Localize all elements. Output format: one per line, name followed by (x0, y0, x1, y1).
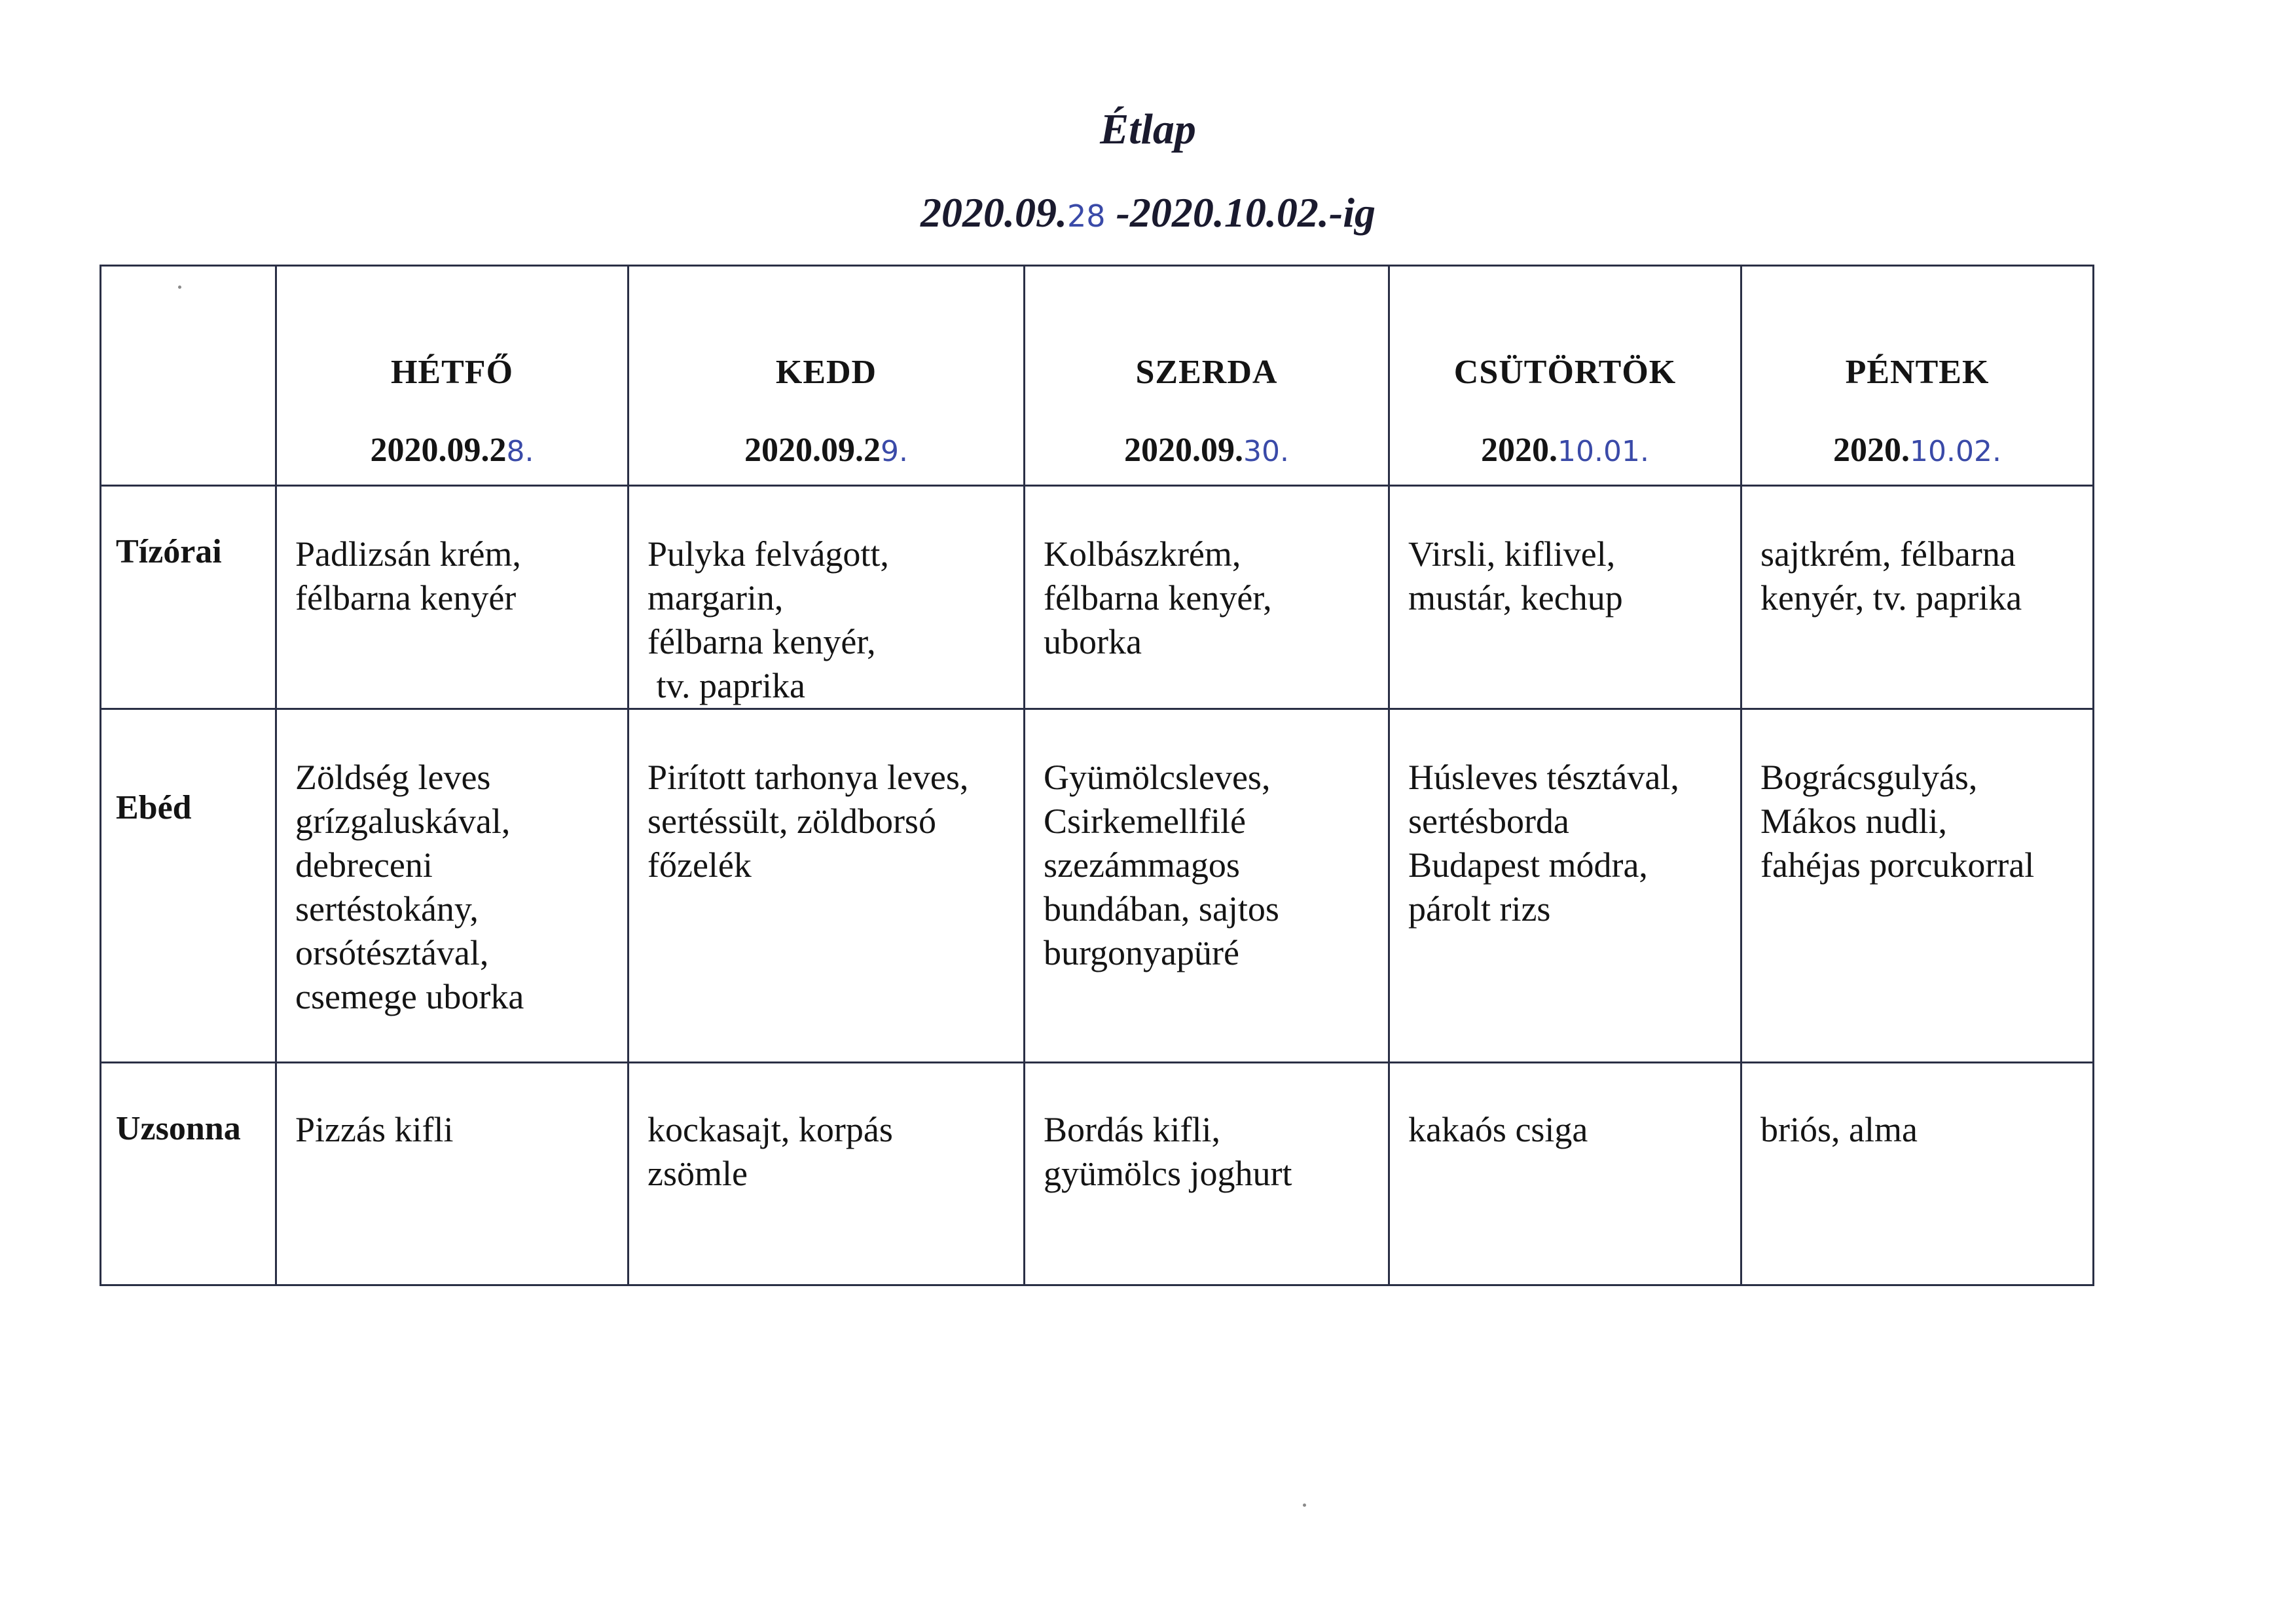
day-name: PÉNTEK (1845, 354, 1990, 391)
dish-line: Bográcsgulyás, (1760, 758, 1978, 797)
date-range-subtitle (0, 189, 2296, 237)
dish-line: debreceni (295, 845, 433, 885)
meal-label: Tízórai (101, 486, 276, 709)
dish-line: Pulyka felvágott, (647, 534, 889, 574)
dish-line: mustár, kechup (1408, 578, 1623, 618)
dish-line: sajtkrém, félbarna (1760, 534, 2016, 574)
dish-line: szezámmagos (1044, 845, 1240, 885)
scan-speck (1303, 1504, 1306, 1507)
dish-line: gyümölcs joghurt (1044, 1154, 1292, 1193)
dish-cell (629, 1063, 1025, 1285)
day-date-printed: 2020.09. (1124, 432, 1243, 469)
subtitle-start-handwritten: 28 (1067, 198, 1106, 234)
dish-cell (1741, 486, 2094, 709)
dish-cell (1389, 486, 1741, 709)
dish-line: uborka (1044, 622, 1142, 661)
dish-line: Budapest módra, (1408, 845, 1648, 885)
dish-cell (276, 486, 629, 709)
day-date (1742, 431, 2092, 470)
dish-line: kockasajt, korpás (647, 1110, 893, 1149)
dish-line: Mákos nudli, (1760, 802, 1948, 841)
dish-cell (1025, 709, 1389, 1063)
dish-line: kakaós csiga (1408, 1110, 1588, 1149)
day-date (629, 431, 1023, 470)
dish-line: Bordás kifli, (1044, 1110, 1220, 1149)
dish-cell (276, 709, 629, 1063)
dish-line: Kolbászkrém, (1044, 534, 1241, 574)
dish-line: csemege uborka (295, 977, 524, 1016)
dish-line: sertéstokány, (295, 889, 479, 929)
dish-cell (629, 709, 1025, 1063)
dish-line: kenyér, tv. paprika (1760, 578, 2022, 618)
day-header-wednesday (1025, 266, 1389, 486)
dish-line: Gyümölcsleves, (1044, 758, 1271, 797)
dish-line: fahéjas porcukorral (1760, 845, 2035, 885)
dish-cell (1741, 709, 2094, 1063)
dish-line: zsömle (647, 1154, 748, 1193)
day-date (1390, 431, 1740, 470)
meal-row-ebed (101, 709, 2094, 1063)
dish-cell (1389, 1063, 1741, 1285)
dish-line: briós, alma (1760, 1110, 1918, 1149)
corner-cell (101, 266, 276, 486)
dish-line: bundában, sajtos (1044, 889, 1279, 929)
header-row (101, 266, 2094, 486)
dish-line: grízgaluskával, (295, 802, 511, 841)
subtitle-end: -2020.10.02.-ig (1105, 189, 1376, 236)
dish-line: Húsleves tésztával, (1408, 758, 1679, 797)
day-name: CSÜTÖRTÖK (1453, 354, 1677, 391)
day-date-handwritten: 10.01. (1558, 435, 1649, 468)
day-name: SZERDA (1135, 354, 1278, 391)
menu-table (100, 265, 2094, 1286)
day-header-thursday (1389, 266, 1741, 486)
dish-line: Pizzás kifli (295, 1110, 454, 1149)
day-header-friday (1741, 266, 2094, 486)
page-title: Étlap (1100, 105, 1196, 153)
day-name: HÉTFŐ (390, 354, 514, 391)
dish-line: tv. paprika (647, 666, 805, 705)
dish-line: Virsli, kiflivel, (1408, 534, 1616, 574)
meal-label: Ebéd (101, 709, 276, 1063)
dish-line: burgonyapüré (1044, 933, 1239, 972)
dish-cell (629, 486, 1025, 709)
day-header-tuesday (629, 266, 1025, 486)
subtitle-start: 2020.09. (920, 189, 1068, 236)
day-date-printed: 2020. (1481, 432, 1558, 469)
day-date-printed: 2020. (1833, 432, 1910, 469)
dish-line: Pirított tarhonya leves, (647, 758, 969, 797)
day-date-printed: 2020.09.2 (744, 432, 881, 469)
day-date (277, 431, 627, 470)
dish-cell (1389, 709, 1741, 1063)
day-name: KEDD (775, 354, 877, 391)
dish-line: félbarna kenyér (295, 578, 517, 618)
dish-line: Csirkemellfilé (1044, 802, 1246, 841)
scan-speck (178, 286, 181, 289)
dish-line: margarin, (647, 578, 784, 618)
dish-line: sertésborda (1408, 802, 1569, 841)
day-date (1025, 431, 1388, 470)
dish-cell (1741, 1063, 2094, 1285)
day-header-monday (276, 266, 629, 486)
day-date-printed: 2020.09.2 (370, 432, 507, 469)
dish-cell (1025, 1063, 1389, 1285)
day-date-handwritten: 10.02. (1910, 435, 2001, 468)
dish-line: félbarna kenyér, (1044, 578, 1272, 618)
dish-line: orsótésztával, (295, 933, 489, 972)
dish-cell (1025, 486, 1389, 709)
day-date-handwritten: 8. (506, 435, 534, 468)
dish-line: Zöldség leves (295, 758, 491, 797)
dish-line: Padlizsán krém, (295, 534, 521, 574)
meal-row-tizorai (101, 486, 2094, 709)
dish-cell (276, 1063, 629, 1285)
dish-line: félbarna kenyér, (647, 622, 876, 661)
dish-line: párolt rizs (1408, 889, 1551, 929)
meal-row-uzsonna (101, 1063, 2094, 1285)
day-date-handwritten: 30. (1243, 435, 1289, 468)
meal-label: Uzsonna (101, 1063, 276, 1285)
day-date-handwritten: 9. (881, 435, 908, 468)
dish-line: sertéssült, zöldborsó (647, 802, 936, 841)
dish-line: főzelék (647, 845, 752, 885)
